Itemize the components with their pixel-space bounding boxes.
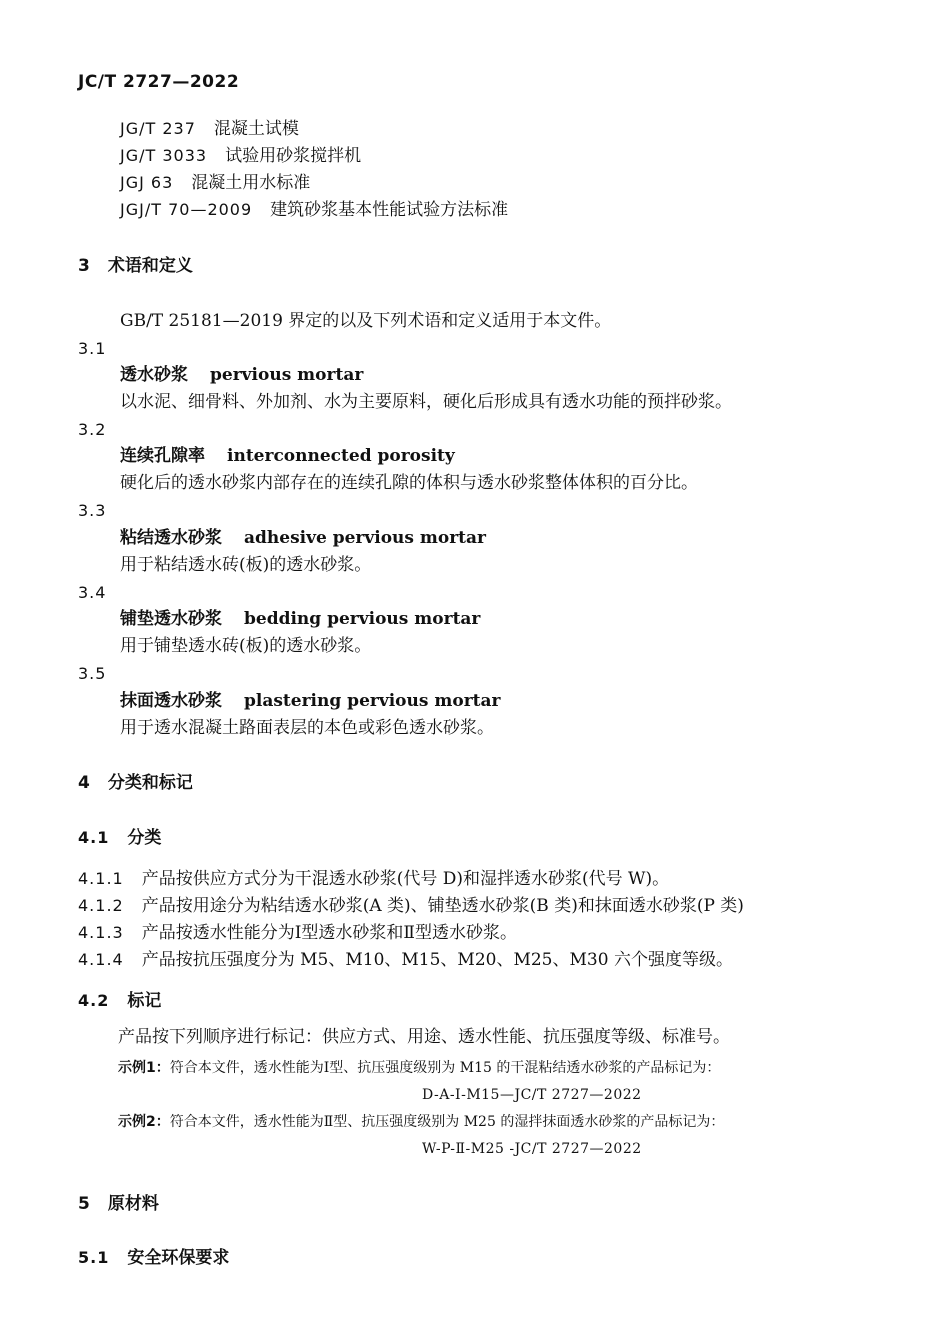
- reference-item: JG/T 3033 试验用砂浆搅拌机: [120, 146, 362, 166]
- term-number: 3.5: [78, 664, 107, 683]
- example-1-marking: D-A-Ⅰ-M15—JC/T 2727—2022: [422, 1087, 642, 1103]
- clause-item: 4.1.1 产品按供应方式分为干混透水砂浆(代号 D)和湿拌透水砂浆(代号 W)。: [78, 869, 670, 889]
- subsection-4-1-heading: 4.1 分类: [78, 828, 162, 848]
- term-definition: 用于铺垫透水砖(板)的透水砂浆。: [120, 636, 372, 656]
- section-3-intro: GB/T 25181—2019 界定的以及下列术语和定义适用于本文件。: [120, 311, 612, 331]
- standard-code-header: JC/T 2727—2022: [78, 72, 240, 92]
- marking-intro: 产品按下列顺序进行标记：供应方式、用途、透水性能、抗压强度等级、标准号。: [118, 1027, 730, 1047]
- term-heading: 铺垫透水砂浆 bedding pervious mortar: [120, 609, 481, 629]
- clause-item: 4.1.2 产品按用途分为粘结透水砂浆(A 类)、铺垫透水砂浆(B 类)和抹面透水砂浆(P 类): [78, 896, 744, 916]
- reference-item: JGJ 63 混凝土用水标准: [120, 173, 311, 193]
- reference-item: JG/T 237 混凝土试模: [120, 119, 299, 139]
- example-2: 示例2：符合本文件，透水性能为Ⅱ型、抗压强度级别为 M25 的湿拌抹面透水砂浆的产品标记为：: [118, 1114, 725, 1130]
- section-5-heading: 5 原材料: [78, 1194, 159, 1214]
- term-definition: 用于透水混凝土路面表层的本色或彩色透水砂浆。: [120, 718, 494, 738]
- term-heading: 连续孔隙率 interconnected porosity: [120, 446, 455, 466]
- example-1: 示例1：符合本文件，透水性能为Ⅰ型、抗压强度级别为 M15 的干混粘结透水砂浆的产品标记为：: [118, 1060, 721, 1076]
- term-definition: 硬化后的透水砂浆内部存在的连续孔隙的体积与透水砂浆整体体积的百分比。: [120, 473, 698, 493]
- term-heading: 抹面透水砂浆 plastering pervious mortar: [120, 691, 501, 711]
- subsection-4-2-heading: 4.2 标记: [78, 991, 162, 1011]
- term-number: 3.3: [78, 501, 107, 520]
- reference-item: JGJ/T 70—2009 建筑砂浆基本性能试验方法标准: [120, 200, 509, 220]
- section-3-heading: 3 术语和定义: [78, 256, 193, 276]
- term-heading: 透水砂浆 pervious mortar: [120, 365, 364, 385]
- term-definition: 以水泥、细骨料、外加剂、水为主要原料，硬化后形成具有透水功能的预拌砂浆。: [120, 392, 732, 412]
- subsection-5-1-heading: 5.1 安全环保要求: [78, 1248, 230, 1268]
- term-number: 3.2: [78, 420, 107, 439]
- clause-item: 4.1.4 产品按抗压强度分为 M5、M10、M15、M20、M25、M30 六个强度等级。: [78, 950, 733, 970]
- example-2-marking: W-P-Ⅱ-M25 -JC/T 2727—2022: [422, 1141, 642, 1157]
- term-number: 3.4: [78, 583, 107, 602]
- clause-item: 4.1.3 产品按透水性能分为Ⅰ型透水砂浆和Ⅱ型透水砂浆。: [78, 923, 517, 943]
- section-4-heading: 4 分类和标记: [78, 773, 193, 793]
- term-heading: 粘结透水砂浆 adhesive pervious mortar: [120, 528, 487, 548]
- term-definition: 用于粘结透水砖(板)的透水砂浆。: [120, 555, 372, 575]
- term-number: 3.1: [78, 339, 107, 358]
